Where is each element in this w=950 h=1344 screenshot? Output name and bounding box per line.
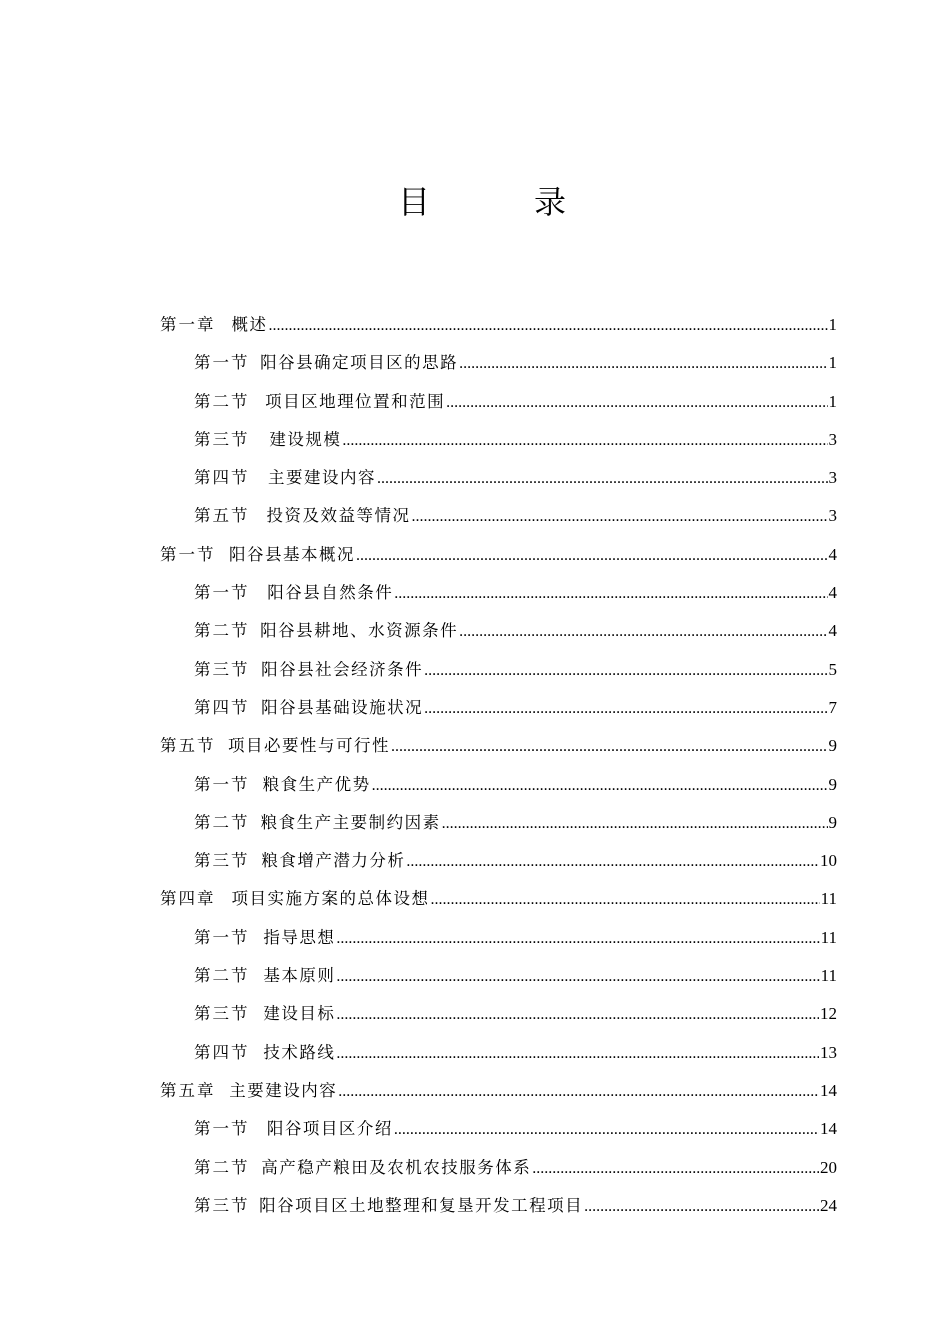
- toc-entry-title: 阳谷县耕地、水资源条件: [260, 621, 459, 641]
- toc-page-number: 3: [828, 506, 837, 526]
- toc-entry-label: 第五节: [160, 736, 216, 756]
- toc-dot-leader: [338, 1073, 819, 1111]
- toc-section-entry: [160, 1110, 837, 1148]
- toc-entry-title: 粮食增产潜力分析: [261, 851, 406, 871]
- toc-entry-label: 第二节: [194, 1157, 250, 1177]
- toc-page-number: 11: [820, 889, 837, 909]
- toc-dot-leader: [446, 384, 827, 422]
- toc-dot-leader: [336, 996, 819, 1034]
- toc-page-number: 4: [828, 621, 837, 641]
- toc-entry-title: 建设规模: [269, 429, 342, 449]
- toc-section-entry: [160, 995, 837, 1033]
- page-title: 目 录: [397, 183, 602, 221]
- toc-entry-label: 第四节: [194, 468, 250, 488]
- toc-dot-leader: [377, 460, 828, 498]
- toc-page-number: 9: [828, 774, 837, 794]
- toc-page-number: 11: [820, 927, 837, 947]
- toc-entry-title: 技术路线: [263, 1042, 336, 1062]
- toc-page-number: 11: [820, 966, 837, 986]
- toc-entry-label: 第一节: [194, 927, 250, 947]
- toc-chapter-entry: [160, 1072, 837, 1110]
- toc-dot-leader: [430, 881, 819, 919]
- toc-entry-label: 第五章: [160, 1080, 216, 1100]
- toc-section-entry: [160, 1187, 837, 1225]
- toc-dot-leader: [459, 613, 827, 651]
- toc-entry-label: 第一节: [194, 353, 250, 373]
- toc-dot-leader: [342, 422, 827, 460]
- toc-entry-title: 高产稳产粮田及农机农技服务体系: [261, 1157, 532, 1177]
- toc-dot-leader: [336, 958, 819, 996]
- toc-entry-label: 第三节: [194, 659, 250, 679]
- toc-dot-leader: [442, 805, 828, 843]
- toc-entry-title: 概述: [231, 315, 268, 334]
- toc-page-number: 4: [828, 544, 837, 564]
- toc-entry-title: 基本原则: [263, 966, 336, 986]
- toc-section-entry: [160, 344, 837, 382]
- toc-section-entry: [160, 383, 837, 421]
- toc-page-number: 9: [828, 812, 837, 832]
- toc-section-entry: [160, 957, 837, 995]
- table-of-contents: [160, 306, 837, 1225]
- toc-entry-label: 第一节: [194, 774, 250, 794]
- toc-dot-leader: [532, 1150, 819, 1188]
- toc-dot-leader: [424, 690, 827, 728]
- toc-entry-title: 阳谷项目区介绍: [266, 1119, 393, 1139]
- toc-section-entry: [160, 574, 837, 612]
- toc-section-entry: [160, 766, 837, 804]
- toc-entry-label: 第一节: [160, 544, 216, 564]
- toc-dot-leader: [372, 767, 828, 805]
- toc-entry-title: 项目区地理位置和范围: [265, 391, 446, 411]
- toc-entry-label: 第二节: [194, 621, 250, 641]
- toc-dot-leader: [336, 920, 819, 958]
- toc-entry-title: 阳谷项目区土地整理和复垦开发工程项目: [259, 1195, 584, 1215]
- toc-entry-title: 建设目标: [263, 1004, 336, 1024]
- toc-entry-label: 第五节: [194, 506, 250, 526]
- toc-entry-title: 指导思想: [263, 927, 336, 947]
- toc-page-number: 20: [820, 1157, 837, 1177]
- toc-dot-leader: [424, 652, 827, 690]
- toc-page-number: 10: [820, 851, 837, 871]
- toc-entry-label: 第二节: [194, 966, 250, 986]
- toc-entry-title: 阳谷县社会经济条件: [261, 659, 424, 679]
- toc-entry-label: 第二节: [194, 391, 250, 411]
- toc-page-number: 5: [828, 659, 837, 679]
- toc-entry-label: 第三节: [194, 1195, 250, 1215]
- toc-entry-title: 主要建设内容: [229, 1080, 338, 1100]
- toc-entry-label: 第三节: [194, 1004, 250, 1024]
- toc-entry-title: 阳谷县自然条件: [267, 583, 394, 603]
- toc-entry-label: 第二节: [194, 812, 250, 832]
- toc-dot-leader: [412, 498, 828, 536]
- toc-entry-label: 第一章: [160, 315, 216, 334]
- toc-page-number: 3: [828, 429, 837, 449]
- toc-section-entry: [160, 804, 837, 842]
- toc-page-number: 4: [828, 583, 837, 603]
- toc-section-entry: [160, 612, 837, 650]
- toc-entry-title: 项目必要性与可行性: [228, 736, 391, 756]
- toc-page-number: 24: [820, 1195, 837, 1215]
- toc-section-entry: [160, 842, 837, 880]
- toc-entry-label: 第四节: [194, 1042, 250, 1062]
- toc-entry-label: 第四节: [194, 697, 250, 717]
- toc-page-number: 13: [820, 1042, 837, 1062]
- toc-dot-leader: [584, 1188, 819, 1226]
- toc-dot-leader: [269, 307, 828, 345]
- toc-page-number: 9: [828, 736, 837, 756]
- toc-dot-leader: [394, 575, 827, 613]
- toc-entry-title: 投资及效益等情况: [266, 506, 411, 526]
- toc-entry-title: 阳谷县基础设施状况: [261, 697, 424, 717]
- toc-entry-label: 第一节: [194, 1119, 250, 1139]
- toc-section-entry: [160, 459, 837, 497]
- toc-dot-leader: [336, 1035, 819, 1073]
- toc-dot-leader: [394, 1111, 819, 1149]
- toc-section-entry: [160, 1034, 837, 1072]
- toc-page-number: 3: [828, 468, 837, 488]
- toc-entry-title: 项目实施方案的总体设想: [231, 889, 430, 909]
- toc-entry-title: 阳谷县确定项目区的思路: [260, 353, 459, 373]
- toc-entry-title: 阳谷县基本概况: [229, 544, 356, 564]
- toc-entry-label: 第一节: [194, 583, 250, 603]
- toc-page-number: 12: [820, 1004, 837, 1024]
- toc-entry-label: 第三节: [194, 429, 250, 449]
- toc-entry-title: 粮食生产优势: [262, 774, 371, 794]
- toc-dot-leader: [391, 728, 827, 766]
- toc-chapter-entry: [160, 727, 837, 765]
- toc-page-number: 14: [820, 1119, 837, 1139]
- toc-page-number: 1: [828, 391, 837, 411]
- toc-page-number: 7: [828, 697, 837, 717]
- toc-dot-leader: [406, 843, 819, 881]
- toc-chapter-entry: [160, 880, 837, 918]
- toc-entry-label: 第三节: [194, 851, 250, 871]
- toc-page-number: 1: [828, 315, 837, 334]
- toc-chapter-entry: [160, 536, 837, 574]
- toc-section-entry: [160, 689, 837, 727]
- toc-entry-title: 粮食生产主要制约因素: [260, 812, 441, 832]
- toc-page-number: 14: [820, 1080, 837, 1100]
- toc-section-entry: [160, 1149, 837, 1187]
- toc-section-entry: [160, 919, 837, 957]
- toc-dot-leader: [356, 537, 827, 575]
- toc-entry-title: 主要建设内容: [267, 468, 376, 488]
- toc-chapter-entry: [160, 306, 837, 344]
- toc-dot-leader: [459, 345, 827, 383]
- toc-section-entry: [160, 651, 837, 689]
- toc-section-entry: [160, 497, 837, 535]
- toc-entry-label: 第四章: [160, 889, 216, 909]
- toc-section-entry: [160, 421, 837, 459]
- toc-page-number: 1: [828, 353, 837, 373]
